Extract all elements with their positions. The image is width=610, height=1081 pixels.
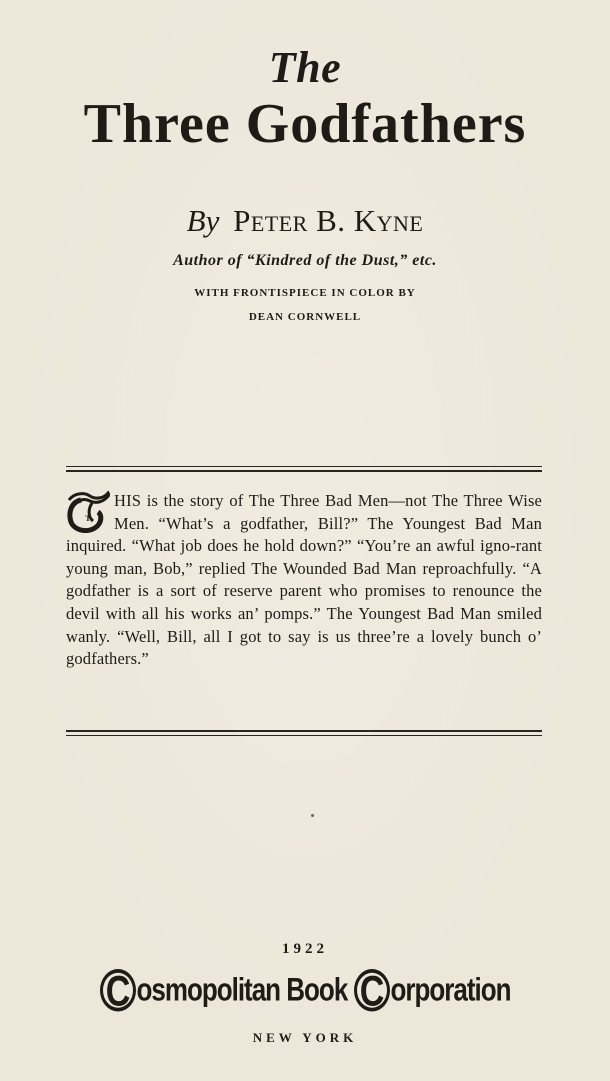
top-double-rule	[66, 466, 542, 474]
publisher-word-1: osmopolitan Book	[136, 970, 354, 1008]
rule-thick-line	[66, 730, 542, 732]
title-article: The	[268, 43, 342, 92]
byline	[0, 203, 610, 239]
publisher-word-2: orporation	[390, 970, 511, 1008]
publisher-cap-c-1: C	[100, 969, 136, 1012]
author-name: Peter B. Kyne	[233, 203, 424, 238]
publisher-name	[0, 967, 610, 1016]
frontispiece-credit	[0, 281, 610, 329]
book-title: Three Godfathers	[83, 93, 527, 155]
author-credits: Author of “Kindred of the Dust,” etc.	[173, 252, 437, 269]
frontispiece-line-2: DEAN CORNWELL	[248, 311, 362, 323]
drop-cap-t	[66, 491, 110, 533]
byline-prefix: By	[186, 203, 220, 238]
publisher-cap-c-2: C	[354, 969, 390, 1012]
rule-thin-line	[66, 735, 542, 736]
rule-thick-line	[66, 470, 542, 472]
center-ornament-dot	[311, 814, 314, 817]
bottom-double-rule	[66, 730, 542, 738]
rule-thin-line	[66, 466, 542, 467]
drop-cap-letter: T	[85, 514, 91, 523]
publication-year: 1922	[282, 941, 328, 957]
excerpt-text: HIS is the story of The Three Bad Men—not The Three Wise Men. “What’s a godfather, Bill?” The Youngest Bad Man inquired. “What job does he hold down?” “You’re an awful igno-rant young man, Bob,” replied The Wounded Bad Man reproachfully. “A godfather is a sort of reserve parent who promises to renounce the devil with all his works an’ pomps.” The Youngest Bad Man smiled wanly. “Well, Bill, all I got to say is us three’re a lovely bunch o’ godfathers.”	[66, 491, 542, 669]
frontispiece-line-1: WITH FRONTISPIECE IN COLOR BY	[194, 287, 416, 299]
publisher-city: NEW YORK	[252, 1030, 358, 1045]
drop-cap-t-glyph	[66, 491, 110, 533]
excerpt-paragraph	[66, 490, 542, 671]
